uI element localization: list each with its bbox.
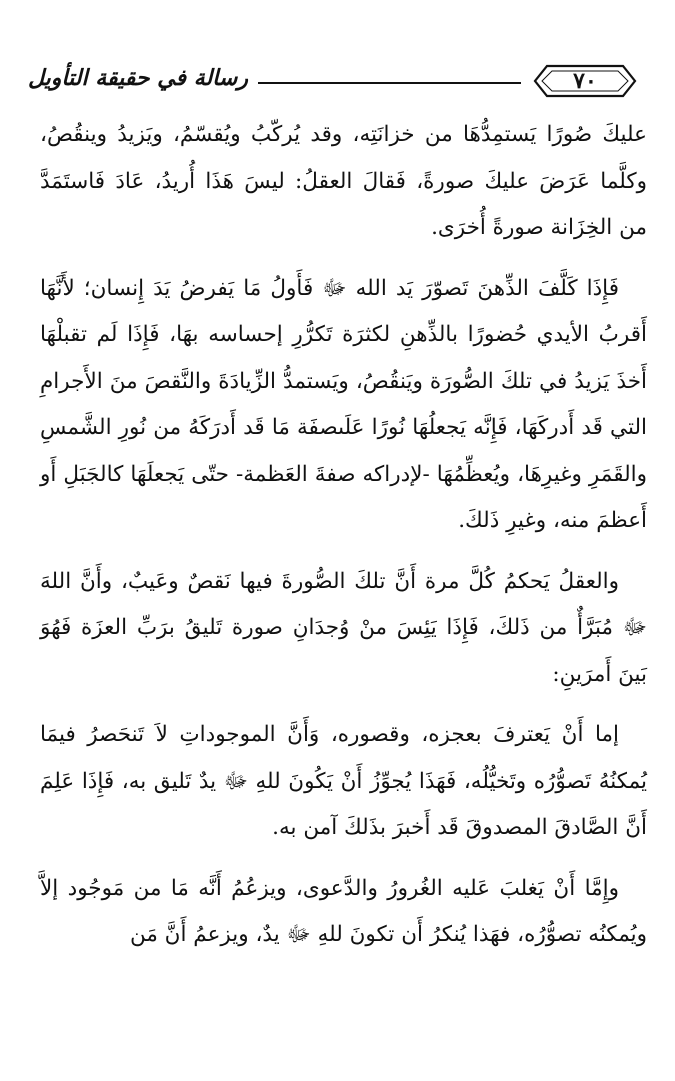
paragraph-3: والعقلُ يَحكمُ كُلَّ مرة أَنَّ تلكَ الصُّورةَ فيها نَقصٌ وعَيبٌ، وأَنَّ اللهَ ﷻ مُبَرَّأٌ من ذَلكَ، فَإِذَا يَئِسَ منْ وُجدَانِ صورة تَليقُ برَبِّ العزَة فَهُوَ بَينَ أَمرَينِ: [40,568,647,687]
paragraph-1: عليكَ صُورًا يَستمِدُّهَا من خزانَتِه، وقد يُركّبُ ويُقسّمُ، ويَزيدُ وينقُصُ، وكلَّما عَرَضَ عليكَ صورةً، فَقالَ العقلُ: ليسَ هَذَا أُريدُ، عَادَ فَاستَمَدَّ من الخِزَانة صورةً أُخرَى. [40,122,647,240]
page-header [28,62,637,102]
running-title: رسالة في حقيقة التأويل [28,65,248,91]
paragraph-5: وإِمَّا أَنْ يَغلبَ عَليه الغُرورُ والدَّعوى، ويزعُمُ أَنَّه مَا من مَوجُود إلاَّ ويُمكنُه تصوُّرُه، فهَذا يُنكرُ أَن تكونَ للهِ ﷻ يدٌ، ويزعمُ أَنَّ مَن [40,875,647,947]
page-number-frame [533,64,637,98]
paragraph-2: فَإِذَا كَلَّفَ الذِّهنَ تَصوّرَ يَد الله ﷻ فَأَولُ مَا يَفرضُ يَدَ إِنسان؛ لأَنَّهَا أَقربُ الأيدي حُضورًا بالذِّهنِ لكثرَة تَكرُّرِ إحساسه بهَا، فَإِذَا لَم تقبلْهَا أَخذَ يَزيدُ في تلكَ الصُّورَة ويَنقُصُ، ويَستمدُّ الزِّيادَةَ والنَّقصَ منَ الأَجرامِ التي قَد أَدركَهَا، فَإِنَّه يَجعلُهَا نُورًا عَلَىصفَة مَا قَد أَدرَكَهُ من نُورِ الشَّمسِ والقَمَرِ وغيرِهَا، ويُعظِّمُهَا -لإدراكه صفةَ العَظمة- حتّى يَجعلَهَا كالجَبَلِ أَو أَعظمَ منه، وغيرِ ذَلكَ. [40,275,647,533]
paragraph-4: إما أَنْ يَعترفَ بعجزه، وقصوره، وَأَنَّ الموجوداتِ لاَ تَنحَصرُ فيمَا يُمكنُهُ تَصوُّرُه وتَخيُّلُه، فَهَذَا يُجوِّزُ أَنْ يَكُونَ للهِ ﷻ يدٌ تَليق به، فَإِذَا عَلِمَ أَنَّ الصَّادقَ المصدوقَ قَد أَخبرَ بذَلكَ آمن به. [40,722,647,840]
page-number: ٧٠ [573,68,597,94]
body-text [40,112,647,973]
header-rule [258,82,521,84]
